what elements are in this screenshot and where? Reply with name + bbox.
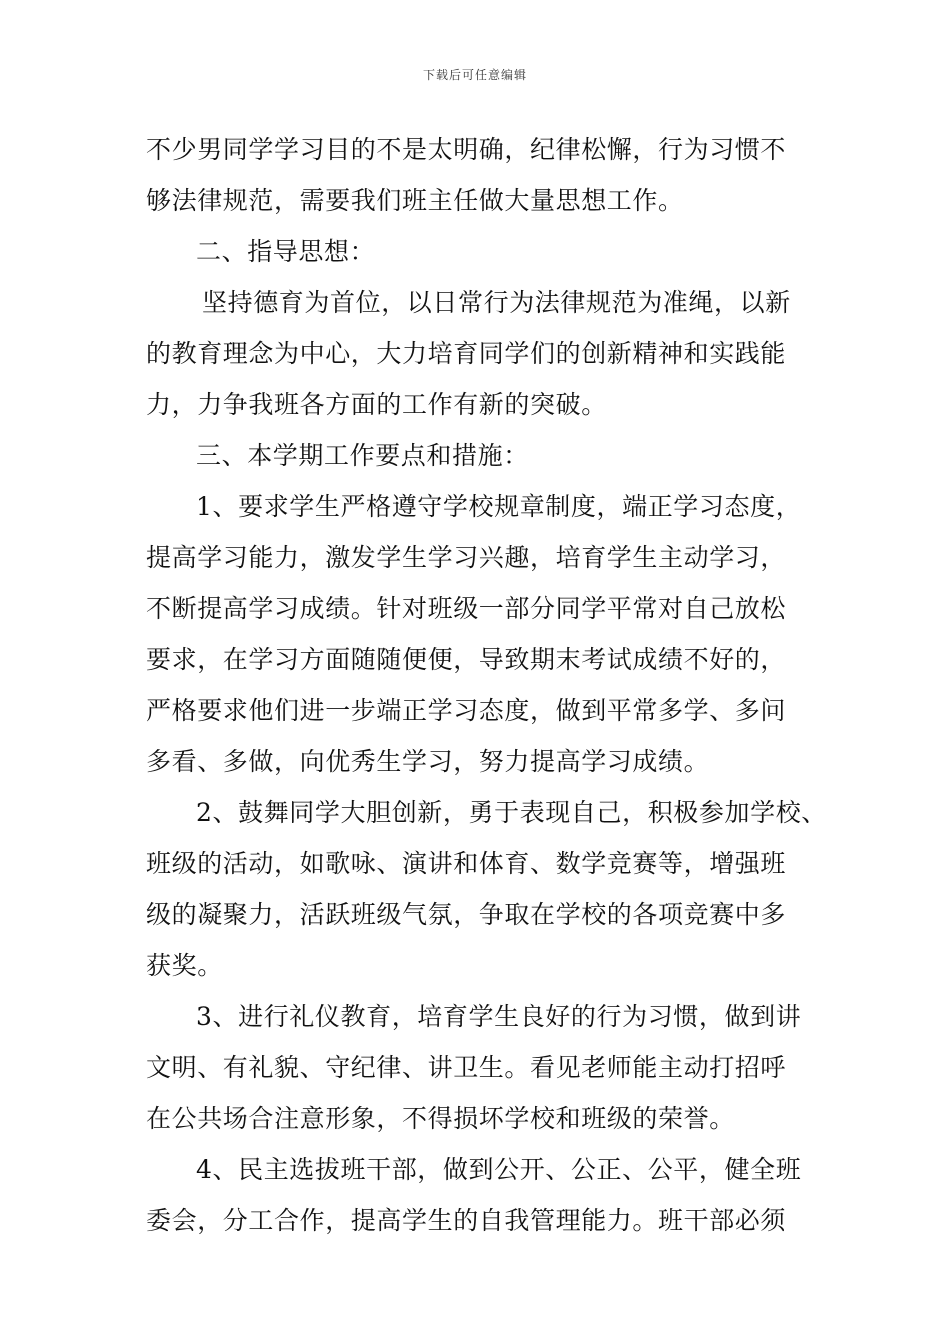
text-line: 够法律规范，需要我们班主任做大量思想工作。	[146, 186, 684, 215]
text-line: 2、鼓舞同学大胆创新，勇于表现自己，积极参加学校、	[196, 798, 827, 827]
text-line: 提高学习能力，激发学生学习兴趣，培育学生主动学习，	[146, 543, 787, 572]
text-line: 的教育理念为中心，大力培育同学们的创新精神和实践能	[146, 339, 787, 368]
text-line: 获奖。	[146, 951, 223, 980]
document-body	[146, 124, 836, 1246]
section-heading: 二、指导思想：	[196, 237, 376, 266]
text-line: 在公共场合注意形象，不得损坏学校和班级的荣誉。	[146, 1104, 735, 1133]
text-line: 严格要求他们进一步端正学习态度，做到平常多学、多问	[146, 696, 787, 725]
text-line: 1、要求学生严格遵守学校规章制度，端正学习态度，	[196, 492, 802, 521]
text-line: 4、民主选拔班干部，做到公开、公正、公平，健全班	[196, 1155, 802, 1184]
text-line: 3、进行礼仪教育，培育学生良好的行为习惯，做到讲	[196, 1002, 802, 1031]
text-line: 级的凝聚力，活跃班级气氛，争取在学校的各项竞赛中多	[146, 900, 787, 929]
text-line: 委会，分工合作，提高学生的自我管理能力。班干部必须	[146, 1206, 787, 1235]
text-line: 力，力争我班各方面的工作有新的突破。	[146, 390, 607, 419]
text-line: 要求，在学习方面随随便便，导致期末考试成绩不好的，	[146, 645, 787, 674]
text-line: 不断提高学习成绩。针对班级一部分同学平常对自己放松	[146, 594, 787, 623]
text-line: 不少男同学学习目的不是太明确，纪律松懈，行为习惯不	[146, 135, 787, 164]
text-line: 班级的活动，如歌咏、演讲和体育、数学竞赛等，增强班	[146, 849, 787, 878]
section-heading: 三、本学期工作要点和措施：	[196, 441, 529, 470]
page-header-note: 下载后可任意编辑	[422, 68, 527, 82]
text-line: 坚持德育为首位，以日常行为法律规范为准绳，以新	[202, 288, 791, 317]
text-line: 多看、多做，向优秀生学习，努力提高学习成绩。	[146, 747, 710, 776]
text-line: 文明、有礼貌、守纪律、讲卫生。看见老师能主动打招呼	[146, 1053, 787, 1082]
